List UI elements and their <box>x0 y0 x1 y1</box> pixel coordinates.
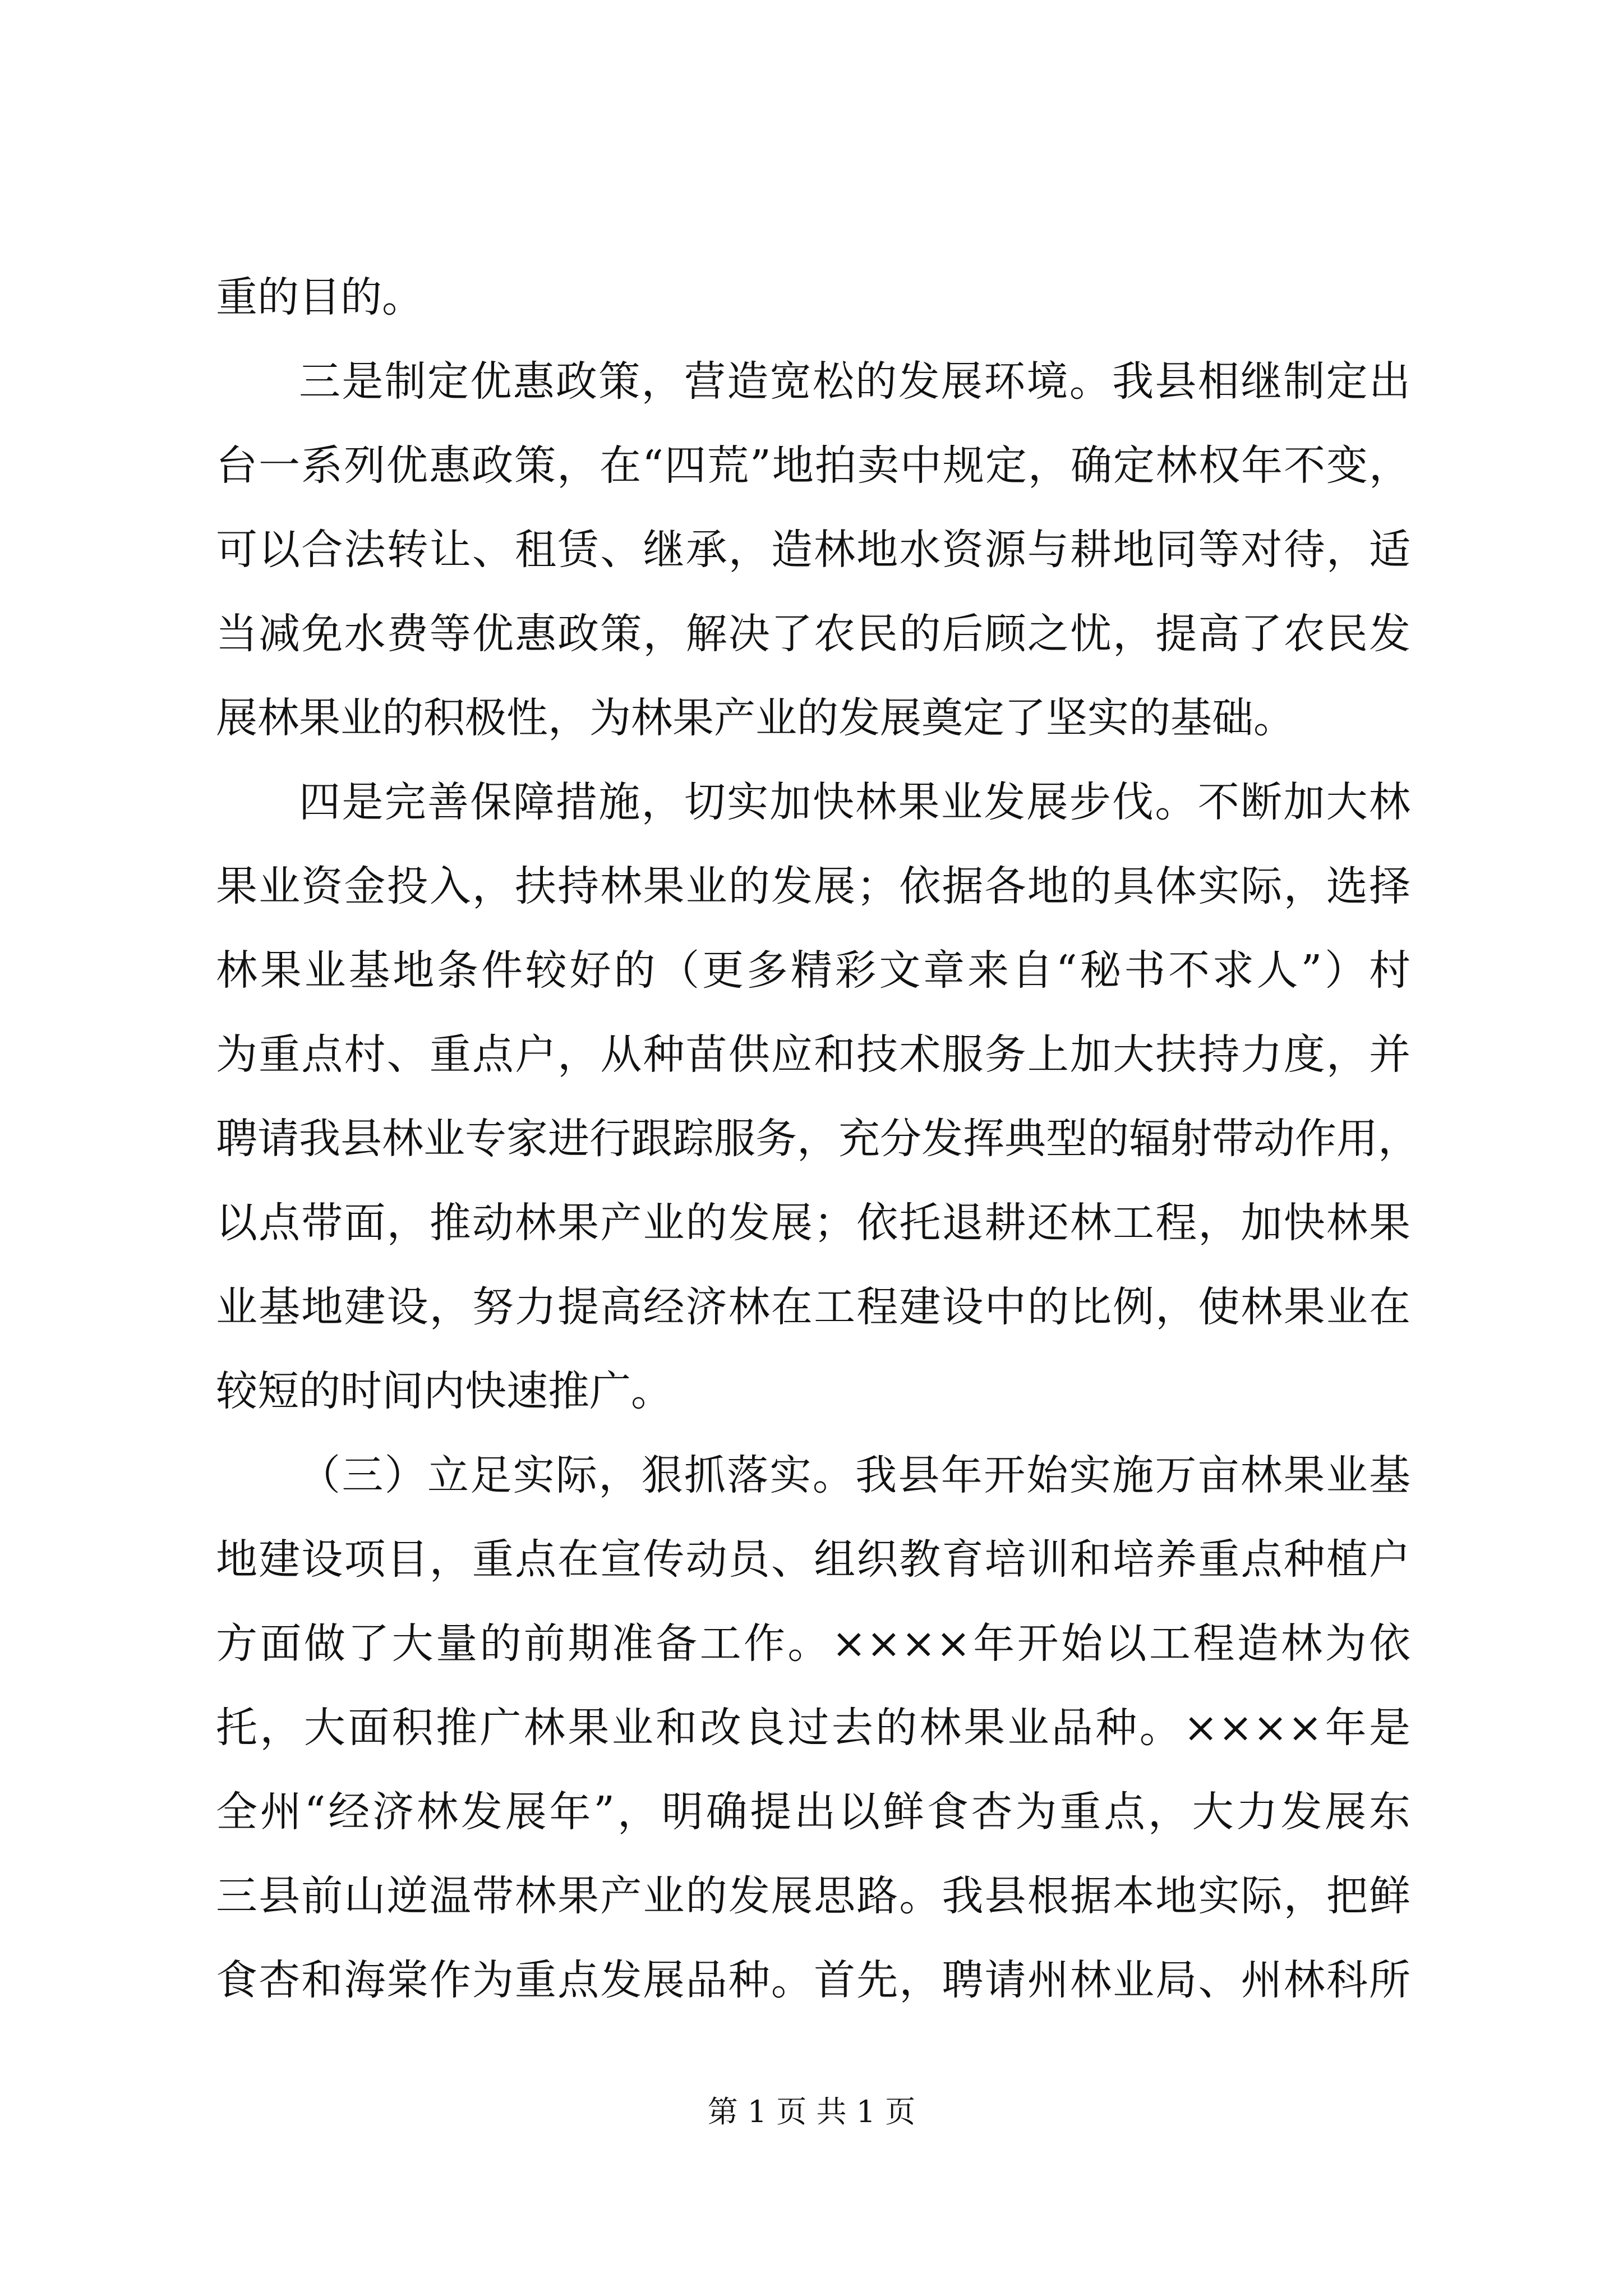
page-footer <box>0 2092 1623 2132</box>
text-line: 方面做了大量的前期准备工作。××××年开始以工程造林为依 <box>216 1619 1410 1668</box>
text-line: 业基地建设，努力提高经济林在工程建设中的比例，使林果业在 <box>216 1283 1410 1331</box>
paragraph-start-line: 四是完善保障措施，切实加快林果业发展步伐。不断加大林 <box>299 778 1410 826</box>
text-line: 地建设项目，重点在宣传动员、组织教育培训和培养重点种植户 <box>216 1535 1410 1584</box>
body-text <box>216 255 1419 2022</box>
text-line: 三县前山逆温带林果产业的发展思路。我县根据本地实际，把鲜 <box>216 1872 1410 1920</box>
text-line: 可以合法转让、租赁、继承，造林地水资源与耕地同等对待，适 <box>216 526 1410 574</box>
text-line: 为重点村、重点户，从种苗供应和技术服务上加大扶持力度，并 <box>216 1030 1410 1079</box>
text-line: 较短的时间内快速推广。 <box>216 1367 672 1415</box>
text-line: 聘请我县林业专家进行跟踪服务，充分发挥典型的辐射带动作用， <box>216 1115 1419 1163</box>
text-line: 展林果业的积极性，为林果产业的发展奠定了坚实的基础。 <box>216 694 1295 742</box>
text-line: 以点带面，推动林果产业的发展；依托退耕还林工程，加快林果 <box>216 1199 1410 1247</box>
text-line: 全州“经济林发展年”，明确提出以鲜食杏为重点，大力发展东 <box>216 1788 1410 1836</box>
text-line: 当减免水费等优惠政策，解决了农民的后顾之忧，提高了农民发 <box>216 610 1410 658</box>
page-number-label: 第 1 页 共 1 页 <box>707 2094 916 2129</box>
text-line: 食杏和海棠作为重点发展品种。首先，聘请州林业局、州林科所 <box>216 1956 1410 2004</box>
paragraph-start-line: （三）立足实际，狠抓落实。我县年开始实施万亩林果业基 <box>299 1451 1410 1499</box>
text-line: 托，大面积推广林果业和改良过去的林果业品种。××××年是 <box>216 1704 1410 1752</box>
paragraph-start-line: 三是制定优惠政策，营造宽松的发展环境。我县相继制定出 <box>299 357 1410 406</box>
text-line: 台一系列优惠政策，在“四荒”地拍卖中规定，确定林权年不变， <box>216 441 1410 490</box>
text-line: 林果业基地条件较好的（更多精彩文章来自“秘书不求人”）村 <box>216 946 1410 995</box>
text-line: 果业资金投入，扶持林果业的发展；依据各地的具体实际，选择 <box>216 862 1410 910</box>
text-line: 重的目的。 <box>216 273 423 321</box>
